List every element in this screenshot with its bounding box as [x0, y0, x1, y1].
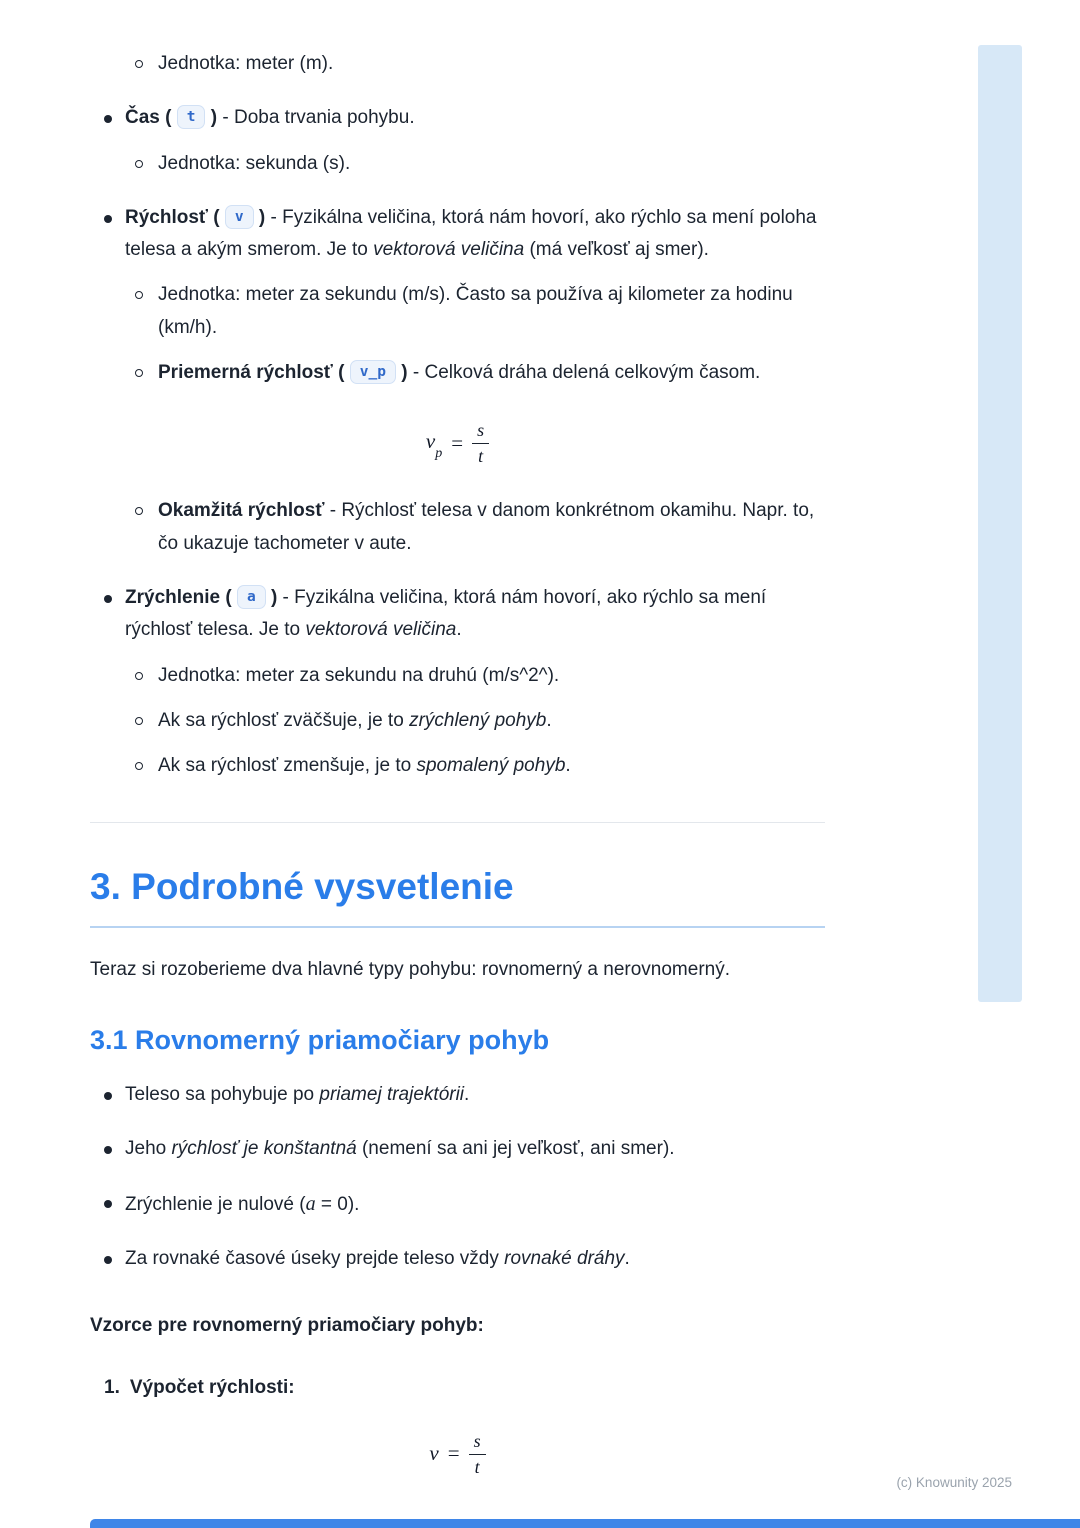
- code-badge: a: [237, 585, 266, 609]
- term-bold-close: ): [270, 586, 278, 608]
- fraction: [469, 1430, 486, 1478]
- disc-bullet-icon: [104, 115, 112, 123]
- italic-text: vektorová veličina: [305, 619, 457, 641]
- circle-bullet-icon: [135, 507, 143, 515]
- list-item-text: [158, 750, 571, 782]
- fraction-denominator: t: [478, 445, 484, 466]
- text: Jednotka: meter za sekundu na druhú (m/s^2^).: [158, 664, 560, 686]
- fraction-numerator: s: [469, 1430, 486, 1455]
- circle-bullet-icon: [135, 717, 143, 725]
- text: .: [624, 1248, 630, 1270]
- text: Jednotka: meter za sekundu (m/s). Často sa používa aj kilometer za hodinu (km/h).: [158, 284, 793, 338]
- list-item-okamzita-rychlost: [90, 495, 825, 560]
- text: Teleso sa pohybuje po: [125, 1083, 320, 1105]
- list-item-text: [158, 495, 825, 560]
- text: Ak sa rýchlosť zmenšuje, je to: [158, 755, 417, 777]
- section-divider: [90, 822, 825, 823]
- disc-bullet-icon: [104, 215, 112, 223]
- text: .: [546, 709, 552, 731]
- list-item: [90, 279, 825, 344]
- formula-average-speed: [90, 419, 825, 467]
- text: = 0).: [315, 1194, 360, 1216]
- disc-bullet-icon: [104, 1200, 112, 1208]
- code-badge: t: [177, 105, 206, 129]
- text: - Doba trvania pohybu.: [217, 107, 415, 129]
- formula-expression: [426, 419, 489, 467]
- document-content: [90, 48, 825, 1482]
- list-item: [90, 750, 825, 782]
- list-item-text: [158, 279, 825, 344]
- term-bold-close: ): [401, 362, 408, 384]
- text: - Rýchlosť telesa v danom konkrétnom okamihu. Napr. to, čo ukazuje tachometer v aute.: [158, 500, 815, 554]
- next-section-accent-bar: [90, 1519, 1080, 1528]
- disc-bullet-icon: [104, 595, 112, 603]
- section-intro-paragraph: Teraz si rozoberieme dva hlavné typy pohybu: rovnomerný a nerovnomerný.: [90, 958, 730, 980]
- text: Zrýchlenie je nulové (: [125, 1194, 306, 1216]
- text: .: [464, 1083, 470, 1105]
- list-item-zrychlenie: [90, 582, 825, 647]
- formula-variable-letter: v: [429, 1441, 439, 1466]
- italic-text: rovnaké dráhy: [504, 1248, 625, 1270]
- section-heading: 3. Podrobné vysvetlenie: [90, 865, 825, 927]
- italic-text: priamej trajektórii: [319, 1083, 465, 1105]
- code-badge: v: [225, 205, 254, 229]
- list-item-text: [125, 1133, 675, 1165]
- math-variable: a: [305, 1193, 316, 1216]
- list-item: [90, 1079, 825, 1111]
- text: Jednotka: sekunda (s).: [158, 152, 351, 174]
- term-bold: Okamžitá rýchlosť: [158, 500, 325, 522]
- list-item: [90, 1133, 825, 1165]
- circle-bullet-icon: [135, 369, 143, 377]
- circle-bullet-icon: [135, 60, 143, 68]
- text: - Celková dráha delená celkovým časom.: [407, 362, 761, 384]
- scrollbar-track[interactable]: [978, 45, 1022, 1002]
- subsection-heading: 3.1 Rovnomerný priamočiary pohyb: [90, 1025, 550, 1056]
- term-bold-close: ): [258, 206, 266, 228]
- disc-bullet-icon: [104, 1256, 112, 1264]
- circle-bullet-icon: [135, 762, 143, 770]
- formula-variable: [426, 424, 442, 462]
- term-bold: Priemerná rýchlosť (: [158, 362, 345, 384]
- fraction-numerator: s: [472, 419, 489, 444]
- fraction: [472, 419, 489, 467]
- list-item-text: [125, 1187, 359, 1221]
- code-badge: v_p: [350, 360, 396, 384]
- formula-speed: [90, 1430, 825, 1478]
- disc-bullet-icon: [104, 1146, 112, 1154]
- circle-bullet-icon: [135, 160, 143, 168]
- list-item: [90, 660, 825, 692]
- text: - Fyzikálna veličina, ktorá nám hovorí, ako rýchlo sa mení rýchlosť telesa. Je to: [125, 586, 767, 641]
- list-item-text: [125, 582, 825, 647]
- formula-variable-letter: v: [425, 429, 436, 454]
- list-item-text: [158, 357, 760, 389]
- list-item: [90, 148, 825, 180]
- list-item-text: [125, 1079, 469, 1111]
- term-bold: Rýchlosť (: [125, 206, 220, 228]
- numbered-list-item: [90, 1372, 825, 1404]
- list-item-priemerna-rychlost: [90, 357, 825, 389]
- list-item-text: [158, 148, 350, 180]
- list-item-text: [125, 102, 415, 134]
- italic-text: rýchlosť je konštantná: [171, 1137, 357, 1159]
- text: (nemení sa ani jej veľkosť, ani smer).: [356, 1137, 675, 1159]
- list-item-text: [125, 202, 825, 267]
- term-bold: Čas (: [125, 107, 172, 129]
- term-bold: Zrýchlenie (: [125, 586, 232, 608]
- equals-sign: =: [447, 1441, 460, 1466]
- list-item: [90, 48, 825, 80]
- italic-text: vektorová veličina: [373, 239, 525, 261]
- formula-expression: [429, 1430, 485, 1478]
- list-item-text: Výpočet rýchlosti:: [129, 1377, 295, 1399]
- list-item-cas: [90, 102, 825, 134]
- text: Za rovnaké časové úseky prejde teleso vždy: [125, 1248, 505, 1270]
- formulas-title: Vzorce pre rovnomerný priamočiary pohyb:: [90, 1314, 484, 1336]
- list-item-text: [158, 660, 559, 692]
- formula-variable: [429, 1436, 438, 1472]
- text: Jeho: [125, 1137, 172, 1159]
- formula-subscript: p: [435, 445, 443, 461]
- text: - Fyzikálna veličina, ktorá nám hovorí, ako rýchlo sa mení poloha telesa a akým smerom. Je to: [125, 206, 817, 261]
- equals-sign: =: [451, 430, 464, 455]
- text: (má veľkosť aj smer).: [524, 239, 709, 261]
- circle-bullet-icon: [135, 672, 143, 680]
- list-number: 1.: [104, 1377, 120, 1399]
- list-item-text: [158, 705, 552, 737]
- disc-bullet-icon: [104, 1092, 112, 1100]
- text: .: [456, 619, 462, 641]
- list-item: [90, 705, 825, 737]
- list-item-text: [125, 1243, 630, 1275]
- italic-text: spomalený pohyb: [416, 755, 566, 777]
- text: .: [565, 755, 571, 777]
- list-item-rychlost: [90, 202, 825, 267]
- fraction-denominator: t: [474, 1456, 480, 1477]
- term-bold-close: ): [210, 107, 218, 129]
- text: Ak sa rýchlosť zväčšuje, je to: [158, 709, 410, 731]
- list-item: [90, 1243, 825, 1275]
- list-item-text: [158, 48, 333, 80]
- text: Jednotka: meter (m).: [158, 53, 334, 74]
- italic-text: zrýchlený pohyb: [409, 709, 547, 731]
- list-item: [90, 1187, 825, 1221]
- copyright-note: (c) Knowunity 2025: [896, 1475, 1012, 1490]
- circle-bullet-icon: [135, 291, 143, 299]
